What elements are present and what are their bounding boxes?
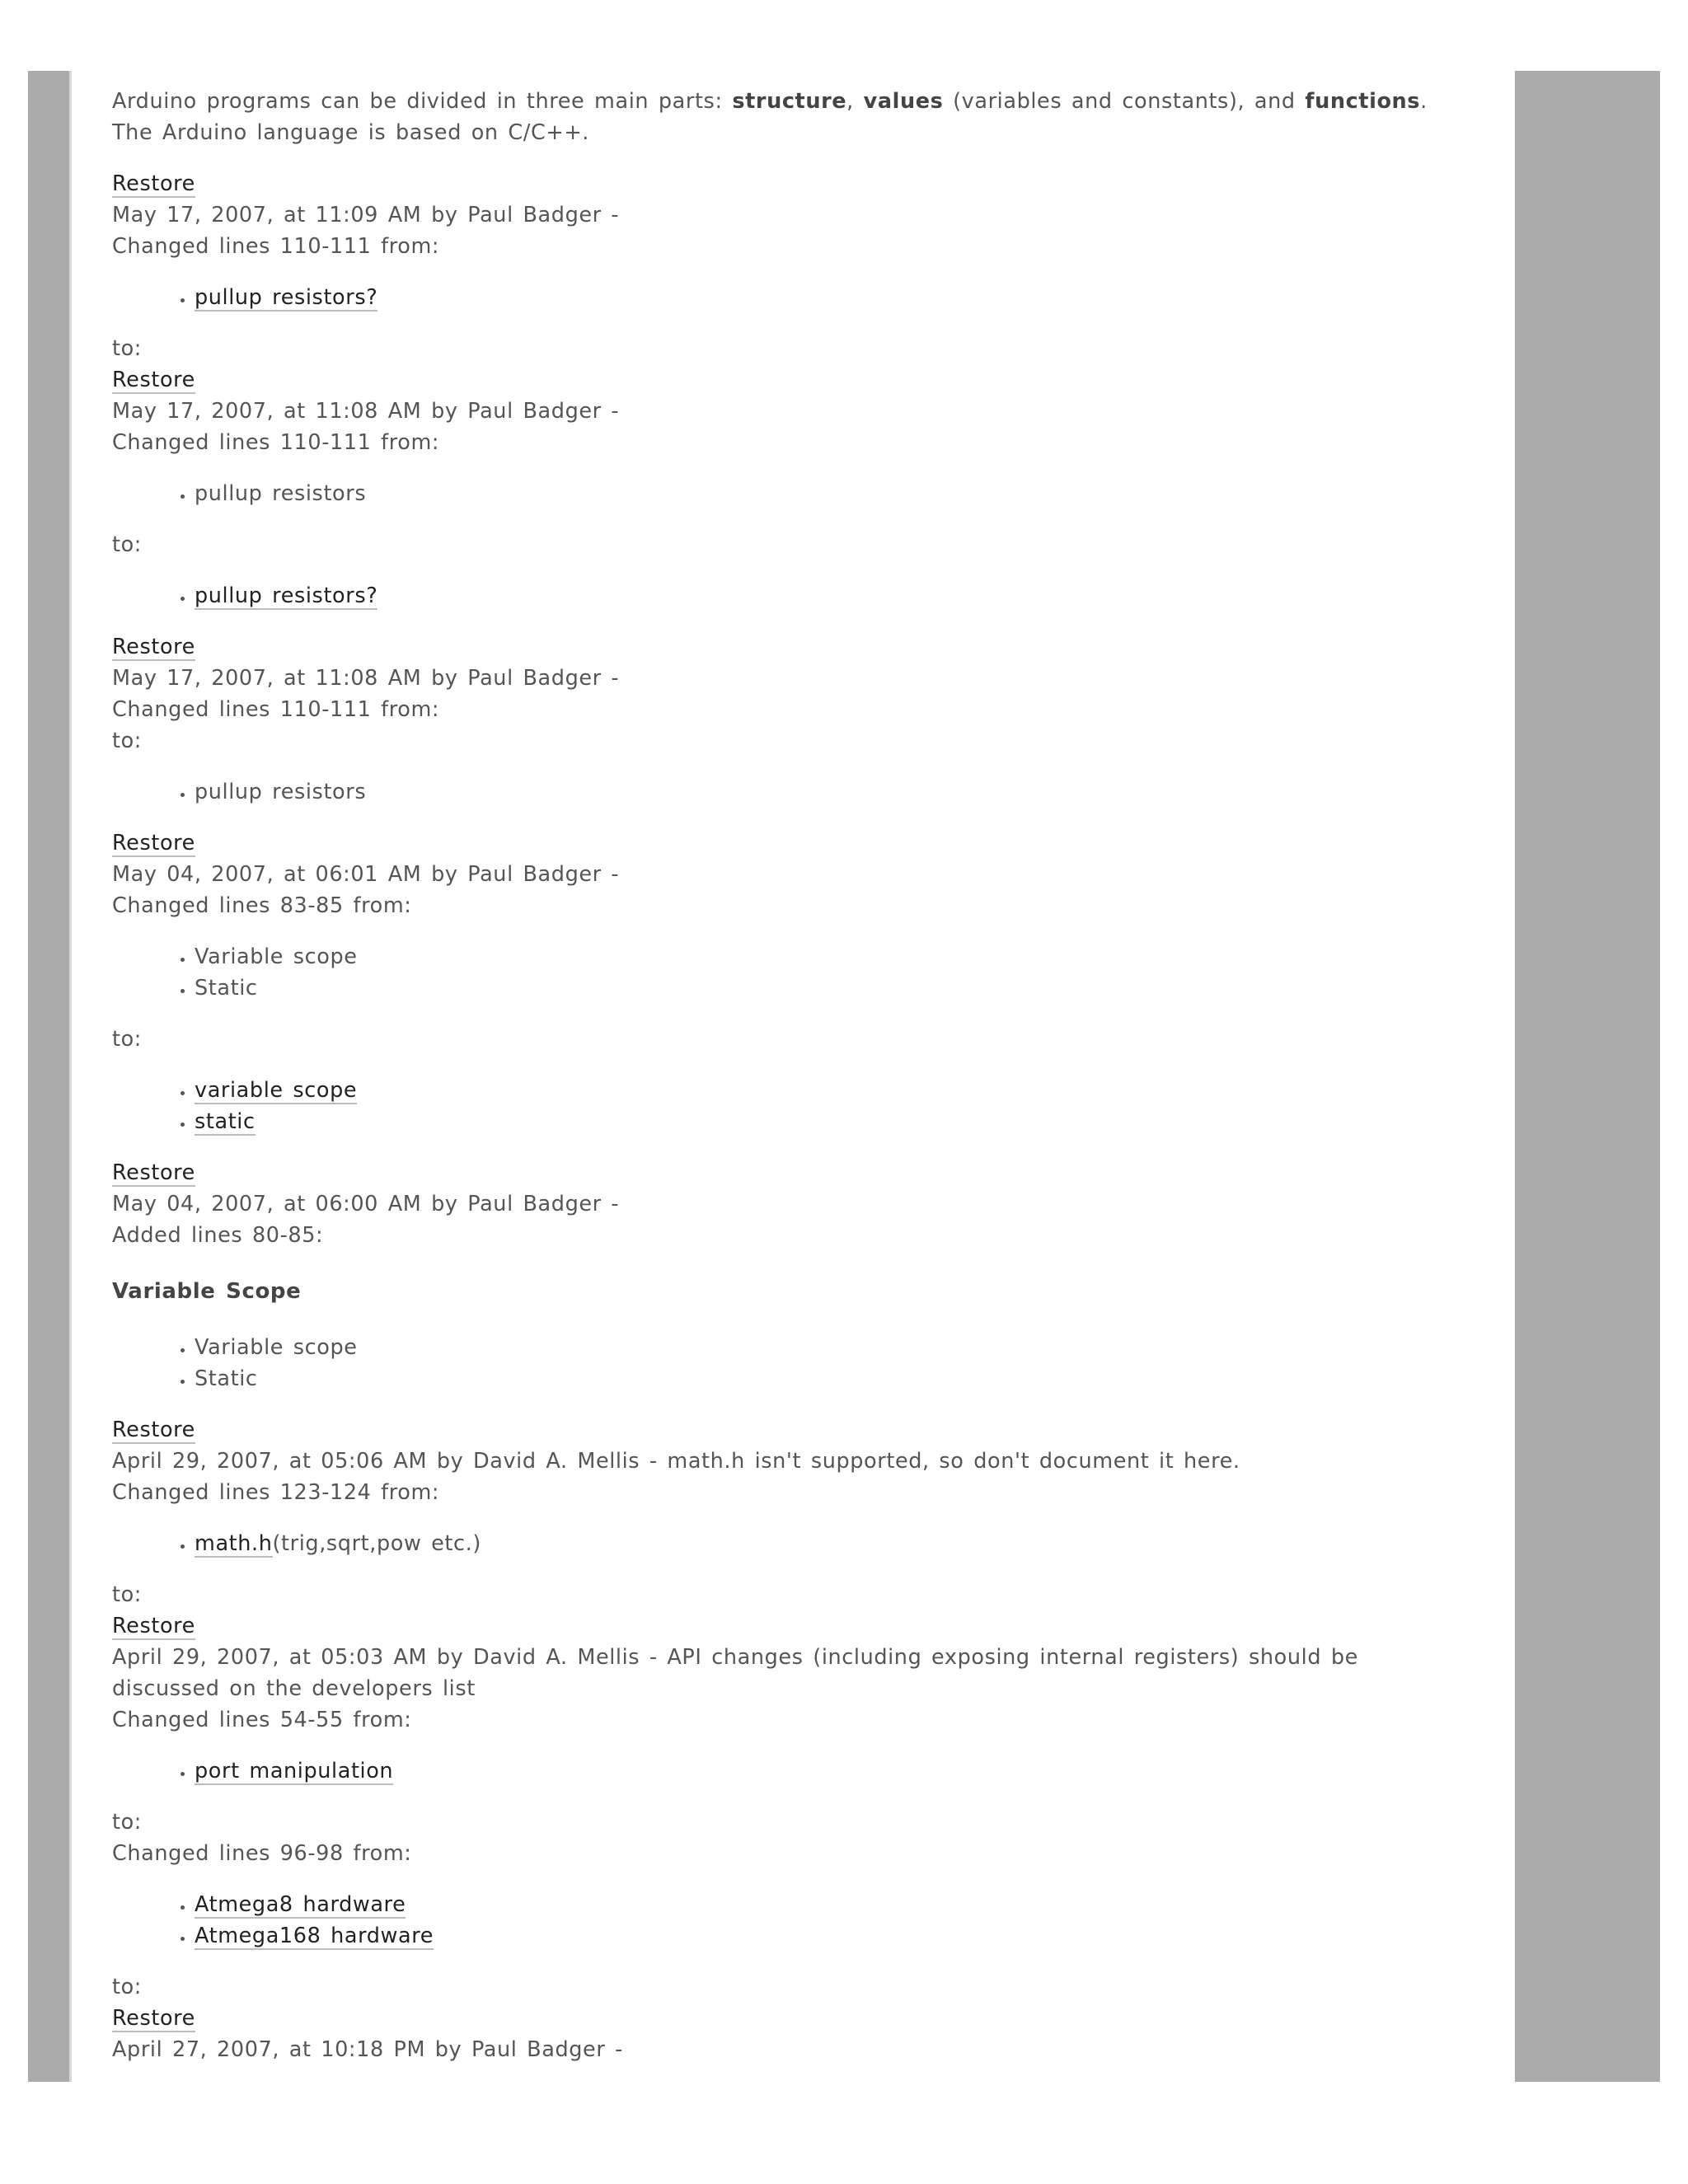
list-item [195, 1755, 1441, 1787]
restore-link[interactable]: Restore [112, 1418, 195, 1442]
revision-meta: May 17, 2007, at 11:09 AM by Paul Badger - [112, 203, 620, 227]
to-list [112, 580, 1441, 612]
to-list [112, 776, 1441, 808]
to-label: to: [112, 336, 142, 361]
from-list [112, 941, 1441, 1004]
revision-change: Changed lines 96-98 from: [112, 1841, 412, 1866]
revision-meta: May 04, 2007, at 06:00 AM by Paul Badger - [112, 1192, 620, 1216]
revision-change: Changed lines 110-111 from: [112, 697, 440, 722]
list-item [195, 1920, 1441, 1952]
bold-functions: functions [1305, 89, 1421, 114]
list-item [195, 1075, 1441, 1106]
list-item: • Static [195, 1363, 1441, 1394]
pullup-resistors-link[interactable]: pullup resistors? [195, 285, 378, 310]
revision-meta: May 04, 2007, at 06:01 AM by Paul Badger - [112, 862, 620, 887]
left-sidebar-bar [28, 71, 72, 2082]
revision-meta: April 29, 2007, at 05:06 AM by David A. Mellis - math.h isn't supported, so don't document it here. [112, 1449, 1240, 1474]
revision-meta: April 29, 2007, at 05:03 AM by David A. Mellis - API changes (including exposing internal registers) should be discussed on the developers list [112, 1645, 1358, 1701]
revision-meta: April 27, 2007, at 10:18 PM by Paul Badger - [112, 2037, 623, 2062]
restore-link[interactable]: Restore [112, 1614, 195, 1638]
revision-change: Changed lines 110-111 from: [112, 430, 440, 455]
page-history-content [112, 86, 1441, 2065]
to-label: to: [112, 532, 142, 557]
variable-scope-link[interactable]: variable scope [195, 1078, 358, 1103]
list-item: • Static [195, 972, 1441, 1004]
revision-change: Changed lines 54-55 from: [112, 1708, 412, 1732]
revision-change: Changed lines 110-111 from: [112, 234, 440, 259]
restore-link[interactable]: Restore [112, 831, 195, 855]
list-item: • Variable scope [195, 1332, 1441, 1363]
from-list [112, 1889, 1441, 1952]
list-item [195, 1889, 1441, 1920]
from-list [112, 1528, 1441, 1559]
bold-values: values [863, 89, 944, 114]
right-sidebar-bar [1515, 71, 1660, 2082]
atmega8-hardware-link[interactable]: Atmega8 hardware [195, 1892, 406, 1917]
port-manipulation-link[interactable]: port manipulation [195, 1759, 394, 1783]
section-heading: Variable Scope [112, 1279, 302, 1304]
restore-link[interactable]: Restore [112, 2006, 195, 2031]
to-label: to: [112, 1975, 142, 1999]
revision-change: Changed lines 83-85 from: [112, 893, 412, 918]
list-item [195, 1106, 1441, 1137]
list-item [195, 282, 1441, 313]
restore-link[interactable]: Restore [112, 368, 195, 392]
list-item: • math.h(trig,sqrt,pow etc.) [195, 1528, 1441, 1559]
to-label: to: [112, 729, 142, 753]
to-label: to: [112, 1810, 142, 1835]
added-list [112, 1332, 1441, 1394]
from-list [112, 478, 1441, 509]
list-item [195, 580, 1441, 612]
from-list [112, 1755, 1441, 1787]
list-item: • pullup resistors [195, 776, 1441, 808]
revision-meta: May 17, 2007, at 11:08 AM by Paul Badger - [112, 399, 620, 424]
to-label: to: [112, 1582, 142, 1607]
atmega168-hardware-link[interactable]: Atmega168 hardware [195, 1924, 434, 1948]
revision-change: Changed lines 123-124 from: [112, 1480, 440, 1505]
revision-meta: May 17, 2007, at 11:08 AM by Paul Badger - [112, 666, 620, 691]
bold-structure: structure [732, 89, 847, 114]
restore-link[interactable]: Restore [112, 171, 195, 196]
restore-link[interactable]: Restore [112, 1160, 195, 1185]
list-item: • pullup resistors [195, 478, 1441, 509]
pullup-resistors-link[interactable]: pullup resistors? [195, 583, 378, 608]
list-item: • Variable scope [195, 941, 1441, 972]
from-list [112, 282, 1441, 313]
revision-change: Added lines 80-85: [112, 1223, 324, 1248]
restore-link[interactable]: Restore [112, 635, 195, 659]
intro-paragraph: Arduino programs can be divided in three main parts: structure, values (variables and constants), and functions. The Arduino language is based on C/C++. [112, 89, 1428, 145]
to-label: to: [112, 1027, 142, 1052]
static-link[interactable]: static [195, 1109, 256, 1134]
math-h-link[interactable]: math.h [195, 1531, 273, 1556]
to-list [112, 1075, 1441, 1137]
